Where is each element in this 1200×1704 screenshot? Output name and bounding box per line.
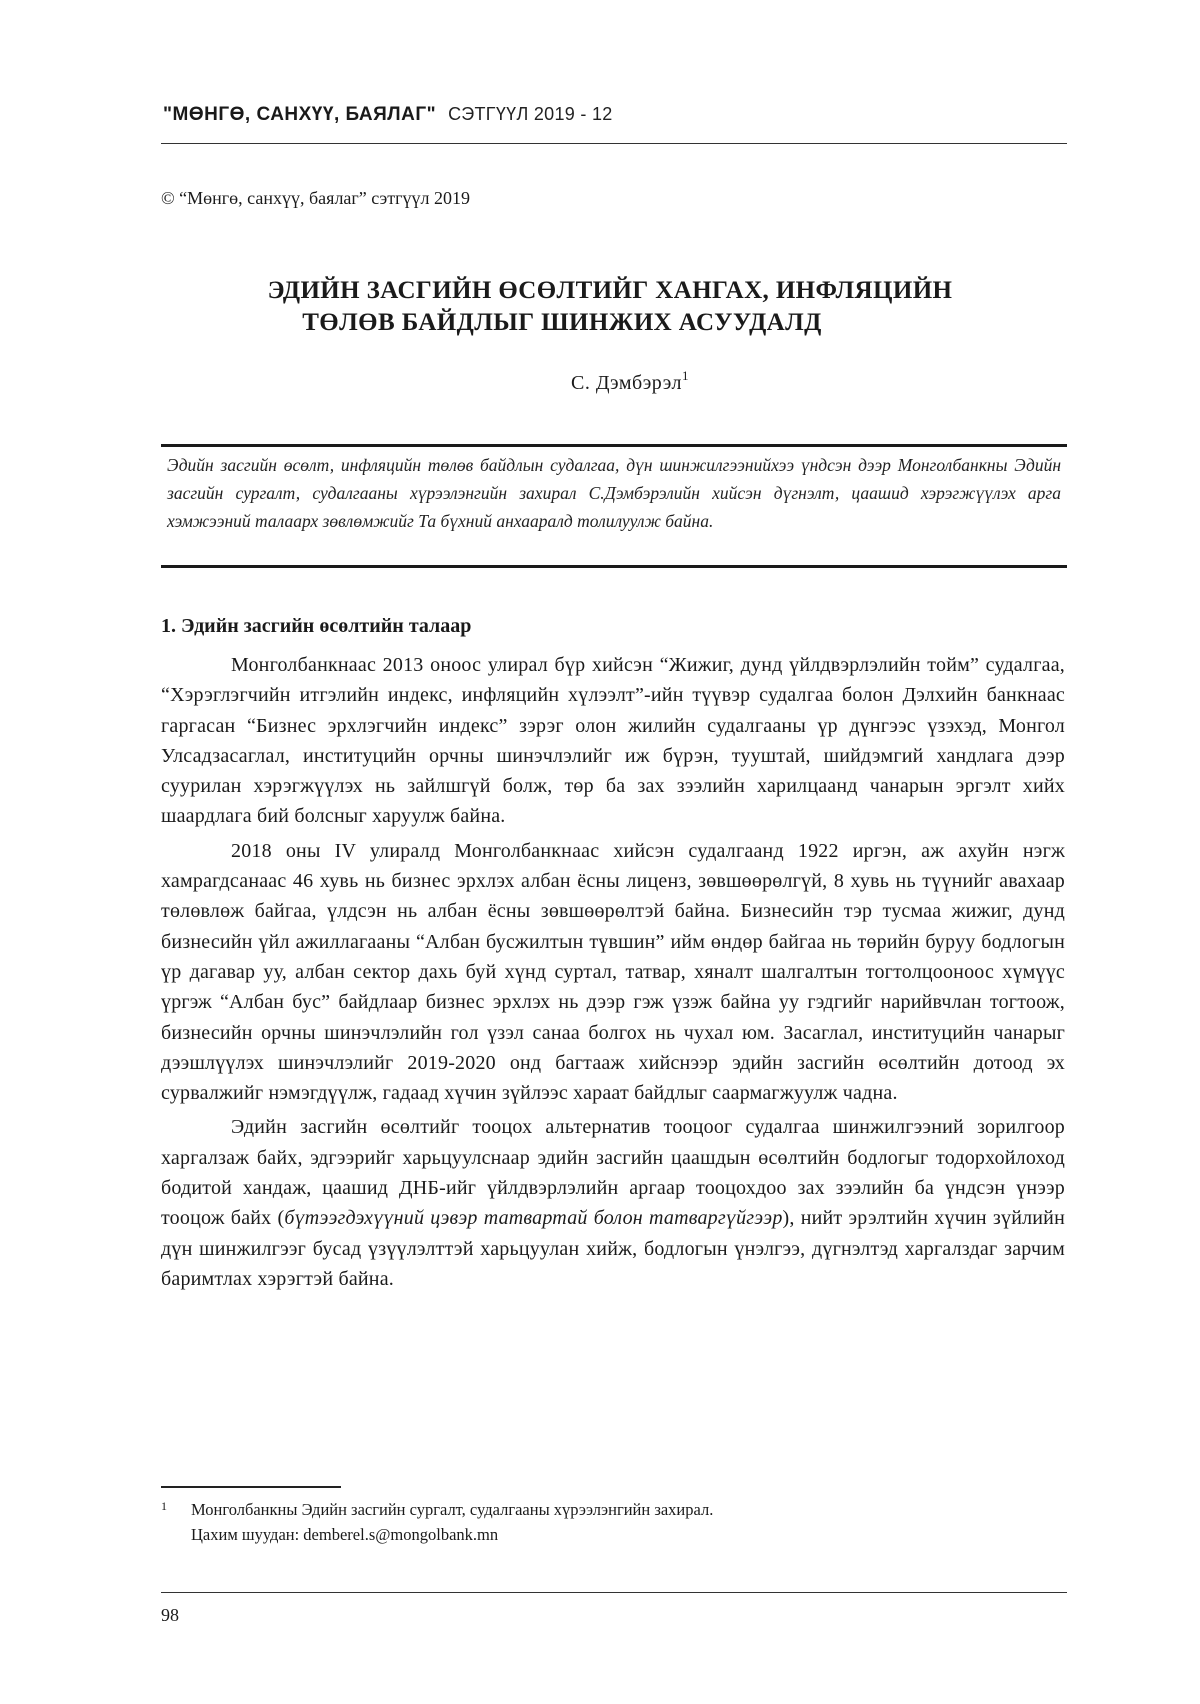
author-footnote-mark: 1	[682, 368, 690, 383]
author-byline	[571, 368, 689, 395]
footnote-mark: 1	[161, 1499, 167, 1513]
paragraph-3-text-a: Эдийн засгийн өсөлтийг тооцох альтернатив тооцоог судалгаа шинжилгээний зорилгоор харгалзаж байх, эдгээрийг харьцуулснаар эдийн засгийн цаашдын өсөлтийн бодлогыг тодорхойлоход бодитой хандаж, цаашид ДНБ-ийг үйлдвэрлэлийн аргаар тооцохдоо зах зээлийн ба үндсэн үнээр тооцож байх (	[161, 1116, 1065, 1230]
title-line-2: ТӨЛӨВ БАЙДЛЫГ ШИНЖИХ АСУУДАЛД	[302, 308, 822, 336]
footnote-rule	[161, 1486, 341, 1488]
page-number: 98	[161, 1605, 179, 1625]
title-line-1: ЭДИЙН ЗАСГИЙН ӨСӨЛТИЙГ ХАНГАХ, ИНФЛЯЦИЙН	[267, 276, 953, 304]
section-heading: 1. Эдийн засгийн өсөлтийн талаар	[161, 615, 472, 637]
paragraph-2: 2018 оны IV улиралд Монголбанкнаас хийсэн судалгаанд 1922 иргэн, аж ахуйн нэгж хамрагдсанаас 46 хувь нь бизнес эрхлэх албан ёсны лиценз, зөвшөөрөлгүй, 8 хувь нь түүнийг авахаар төлөвлөж байгаа, үлдсэн нь албан ёсны зөвшөөрөлтэй байна. Бизнесийн тэр тусмаа жижиг, дунд бизнесийн үйл ажиллагааны “Албан бусжилтын түвшин” ийм өндөр байгаа нь төрийн буруу бодлогын үр дагавар уу, албан сектор дахь буй хүнд суртал, татвар, хяналт шалгалтын тогтолцооноос хүмүүс үргэж “Албан бус” байдлаар бизнес эрхлэх нь дээр гэж үзэж байна уу гэдгийг нарийвчлан тогтоож, бизнесийн орчны шинэчлэлийн гол үзэл санаа болгох нь чухал юм. Засаглал, институцийн чанарыг дээшлүүлэх шинэчлэлийг 2019-2020 онд багтааж хийснээр эдийн засгийн өсөлтийн дотоод эх сурвалжийг нэмэгдүүлж, гадаад хүчин зүйлээс хараат байдлыг саармагжуулж чадна.	[161, 839, 1065, 1105]
journal-issue: СЭТГҮҮЛ 2019 - 12	[448, 104, 613, 124]
running-header	[163, 104, 1065, 126]
footnote	[161, 1497, 1061, 1547]
paragraph-1: Монголбанкнаас 2013 оноос улирал бүр хийсэн “Жижиг, дунд үйлдвэрлэлийн тойм” судалгаа, “Хэрэглэгчийн итгэлийн индекс, инфляцийн хүлээлт”-ийн түүвэр судалгаа болон Дэлхийн банкнаас гаргасан “Бизнес эрхлэгчийн индекс” зэрэг олон жилийн судалгааны үр дүнгээс үзэхэд, Монгол Улсадзасаглал, институцийн орчны шинэчлэлийг иж бүрэн, тууштай, шийдэмгий хандлага дээр суурилан хэрэгжүүлэх нь зайлшгүй болж, төр ба зах зээлийн харилцаанд чанарын эргэлт хийх шаардлага бий болсныг харуулж байна.	[161, 654, 1065, 828]
header-rule	[161, 143, 1067, 144]
footnote-line-2: Цахим шуудан: demberel.s@mongolbank.mn	[191, 1525, 499, 1544]
footnote-line-1: Монголбанкны Эдийн засгийн сургалт, судалгааны хүрээлэнгийн захирал.	[191, 1500, 714, 1519]
body-text	[161, 650, 1065, 1298]
author-name: С. Дэмбэрэл	[571, 372, 683, 394]
copyright-notice: © “Мөнгө, санхүү, баялаг” сэтгүүл 2019	[161, 188, 470, 208]
paragraph-3	[161, 1112, 1065, 1298]
paragraph-3-text-b: ), нийт эрэлтийн хүчин зүйлийн дүн шинжилгээг бусад үзүүлэлттэй харьцуулан хийж, бодлогын үнэлгээ, дүгнэлтэд харгалздаг зарчим баримтлах хэрэгтэй байна.	[161, 1207, 1065, 1290]
paragraph-3-italic: бүтээгдэхүүний цэвэр татвартай болон татваргүйгээр	[284, 1207, 783, 1230]
journal-name: "МӨНГӨ, САНХҮҮ, БАЯЛАГ"	[163, 104, 437, 125]
abstract-box	[161, 444, 1067, 568]
abstract-text: Эдийн засгийн өсөлт, инфляцийн төлөв байдлын судалгаа, дүн шинжилгээнийхээ үндсэн дээр Монголбанкны Эдийн засгийн сургалт, судалгааны хүрээлэнгийн захирал С.Дэмбэрэлийн хийсэн дүгнэлт, цаашид хэрэгжүүлэх арга хэмжээний талаарх зөвлөмжийг Та бүхний анхааралд толилуулж байна.	[167, 455, 1061, 531]
footer-rule	[161, 1592, 1067, 1593]
article-title	[160, 275, 1060, 339]
